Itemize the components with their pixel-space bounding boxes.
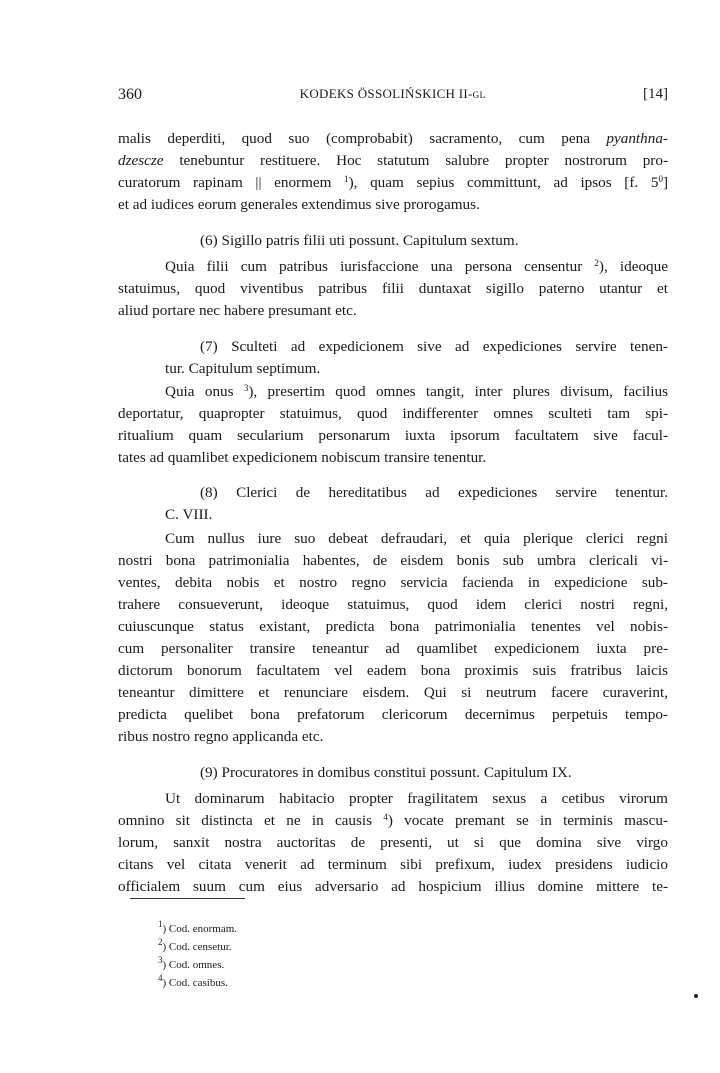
text-line: cuiuscunque status existant, predicta bona patrimonialia tenentes vel nobis- (118, 618, 668, 635)
text-line: dictorum bonorum facultatem vel eadem bona proximis suis fratribus laicis (118, 662, 668, 679)
text-line: Quia filii cum patribus iurisfaccione una persona censentur $^2$), ideoque (165, 258, 668, 275)
text-line: aliud portare nec habere presumant etc. (118, 302, 357, 319)
running-title: KODEKS ÖSSOLIŃSKICH II-gi. (299, 86, 487, 101)
running-header (118, 86, 668, 110)
section-marker: [14] (643, 86, 668, 102)
footnote: $^1$) Cod. enormam. (158, 919, 238, 935)
footnote-ref: 4 (383, 812, 388, 822)
text-line: citans vel citata venerit ad terminum sibi prefixum, iudex presidens iudicio (118, 856, 668, 873)
section-heading: (7) Sculteti ad expedicionem sive ad expediciones servire tenen- (200, 338, 668, 355)
footnote-ref: 2 (594, 258, 599, 268)
section-heading: C. VIII. (165, 506, 213, 523)
text-line: et ad iudices eorum generales extendimus sive prorogamus. (118, 196, 480, 213)
text-line: predicta quelibet bona prefatorum clericorum decernimus perpetuis tempo- (118, 706, 668, 723)
text-line: lorum, sanxit nostra auctoritas de presenti, ut si que domina sive virgo (118, 834, 668, 851)
section-heading: (9) Procuratores in domibus constitui possunt. Capitulum IX. (200, 764, 572, 781)
text-line: Cum nullus iure suo debeat defraudari, et quia plerique clerici regni (165, 530, 668, 547)
footnote-ref: 1 (344, 174, 349, 184)
text-line: trahere consueverunt, ideoque statuimus, quod idem clerici nostri regni, (118, 596, 668, 613)
text-line: malis deperditi, quod suo (comprobabit) sacramento, cum pena pyanthna- (118, 130, 668, 147)
text-line: dzescze tenebuntur restituere. Hoc statutum salubre propter nostrorum pro- (118, 152, 668, 169)
text-line: ritualium quam secularium personarum iuxta ipsorum facultatem sive facul- (118, 427, 668, 444)
section-heading: tur. Capitulum septimum. (165, 360, 321, 377)
text-line: curatorum rapinam || enormem $^1$), quam sepius committunt, ad ipsos [f. $5^0$] (118, 174, 668, 191)
text-line: Quia onus $^3$), presertim quod omnes tangit, inter plures divisum, facilius (165, 383, 668, 400)
section-heading: (8) Clerici de hereditatibus ad expediciones servire tenentur. (200, 484, 668, 501)
text-line: tates ad quamlibet expedicionem nobiscum transire tenentur. (118, 449, 487, 466)
footnote-divider (130, 898, 245, 899)
footnote-ref: 3 (243, 383, 249, 393)
text-line: officialem suum cum eius adversario ad hospicium illius domine mittere te- (118, 878, 668, 895)
text-line: cum personaliter transire teneantur ad quamlibet expedicionem iuxta pre- (118, 640, 668, 657)
section-heading: (6) Sigillo patris filii uti possunt. Capitulum sextum. (200, 232, 519, 249)
text-line: ribus nostro regno applicanda etc. (118, 728, 324, 745)
text-line: Ut dominarum habitacio propter fragilitatem sexus a cetibus virorum (165, 790, 668, 807)
footnote: $^3$) Cod. omnes. (158, 955, 225, 971)
page-number: 360 (118, 86, 142, 103)
text-line: teneantur dimittere et renunciare eisdem. Qui si neutrum facere curaverint, (118, 684, 668, 701)
footnote: $^2$) Cod. censetur. (158, 937, 232, 953)
text-line: nostri bona patrimonialia habentes, de eisdem bonis sub umbra clericali vi- (118, 552, 668, 569)
text-line: deportatur, quapropter statuimus, quod indifferenter omnes sculteti tam spi- (118, 405, 668, 422)
text-line: ventes, debita nobis et nostro regno servicia facienda in expedicione sub- (118, 574, 668, 591)
footnote: $^4$) Cod. casibus. (158, 973, 228, 989)
ink-speck (694, 994, 698, 998)
text-line: statuimus, quod viventibus patribus filii duntaxat sigillo paterno utantur et (118, 280, 668, 297)
text-line: omnino sit distincta et ne in causis $^4$) vocate premant se in terminis mascu- (118, 812, 668, 829)
